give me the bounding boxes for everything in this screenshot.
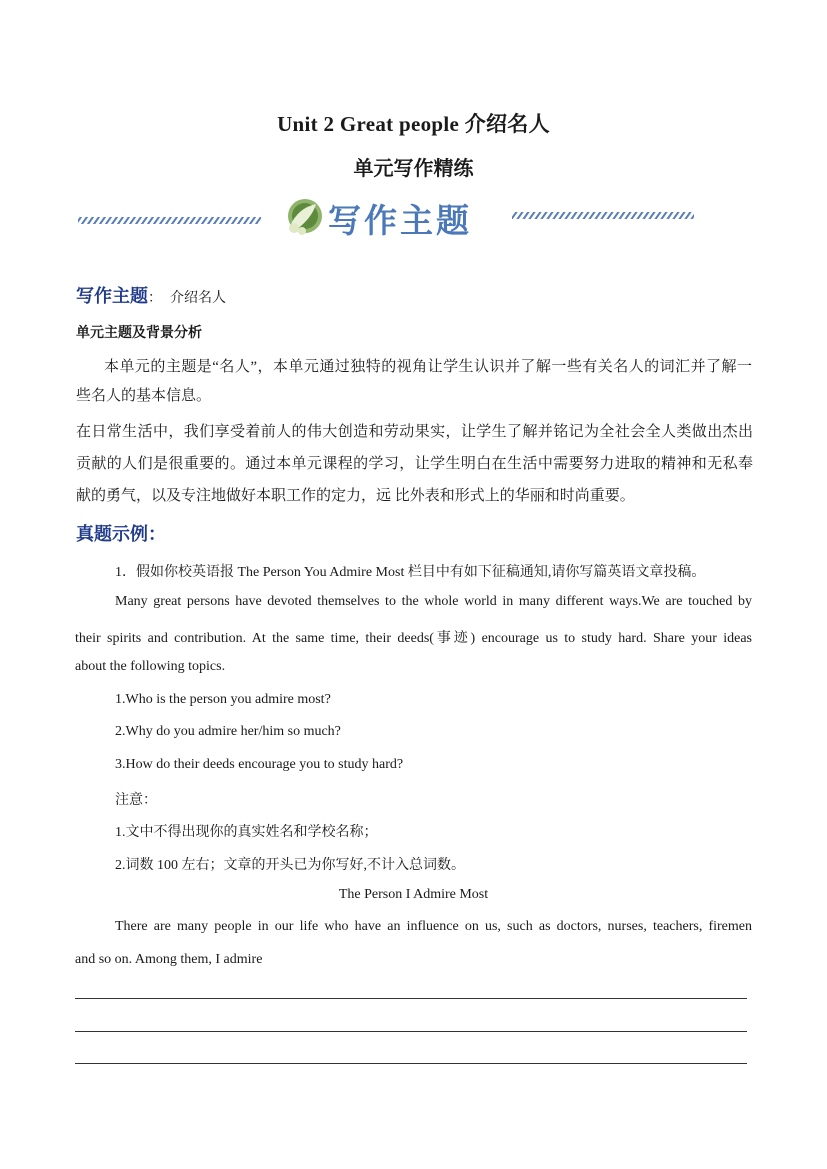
prompt-line-1: Many great persons have devoted themselves to the whole world in many different ways.We are touched by [115, 594, 752, 609]
analysis-p2-line2: 贡献的人们是很重要的。通过本单元课程的学习，让学生明白在生活中需要努力进取的精神和无私奉 [76, 456, 753, 472]
essay-title: The Person I Admire Most [338, 887, 489, 902]
topic-colon: ： [148, 291, 162, 306]
notes-label: 注意： [115, 793, 157, 808]
essay-line-1: There are many people in our life who have an influence on us, such as doctors, nurses, teachers, firemen [115, 919, 752, 934]
answer-line [75, 1031, 747, 1032]
page-subtitle: 单元写作精练 [353, 158, 474, 180]
prompt-line-2: their spirits and contribution. At the same time, their deeds(事迹) encourage us to study hard. Share your ideas [75, 631, 752, 646]
analysis-heading: 单元主题及背景分析 [76, 326, 202, 341]
banner-hatch-left [78, 217, 261, 224]
topic-value: 介绍名人 [170, 291, 226, 306]
banner-hatch-right [512, 212, 694, 219]
examples-heading: 真题示例： [76, 524, 166, 544]
topic-item-1: 1.Who is the person you admire most? [115, 692, 331, 707]
writing-theme-banner [76, 188, 696, 248]
analysis-p2-line1: 在日常生活中，我们享受着前人的伟大创造和劳动果实，让学生了解并铭记为全社会全人类做出杰出 [76, 424, 753, 440]
note-item-1: 1.文中不得出现你的真实姓名和学校名称； [115, 825, 378, 840]
essay-line-2: and so on. Among them, I admire [75, 952, 263, 967]
prompt-line-3: about the following topics. [75, 659, 226, 674]
topic-item-2: 2.Why do you admire her/him so much? [115, 724, 341, 739]
analysis-p1-line2: 些名人的基本信息。 [76, 388, 212, 404]
analysis-p1-line1: 本单元的主题是“名人”，本单元通过独特的视角让学生认识并了解一些有关名人的词汇并了解一 [104, 359, 752, 375]
analysis-p2-line3: 献的勇气，以及专注地做好本职工作的定力，远 比外表和形式上的华丽和时尚重要。 [76, 488, 635, 504]
answer-line [75, 1063, 747, 1064]
topic-row [76, 282, 226, 308]
answer-line [75, 998, 747, 999]
topic-label: 写作主题 [76, 286, 148, 306]
page-title: Unit 2 Great people 介绍名人 [277, 112, 550, 136]
question-1-intro: 1．假如你校英语报 The Person You Admire Most 栏目中有如下征稿通知,请你写篇英语文章投稿。 [115, 565, 706, 580]
topic-item-3: 3.How do their deeds encourage you to study hard? [115, 757, 404, 772]
note-item-2: 2.词数 100 左右；文章的开头已为你写好,不计入总词数。 [115, 858, 465, 873]
pen-badge-icon [288, 199, 322, 235]
banner-title: 写作主题 [328, 201, 472, 240]
